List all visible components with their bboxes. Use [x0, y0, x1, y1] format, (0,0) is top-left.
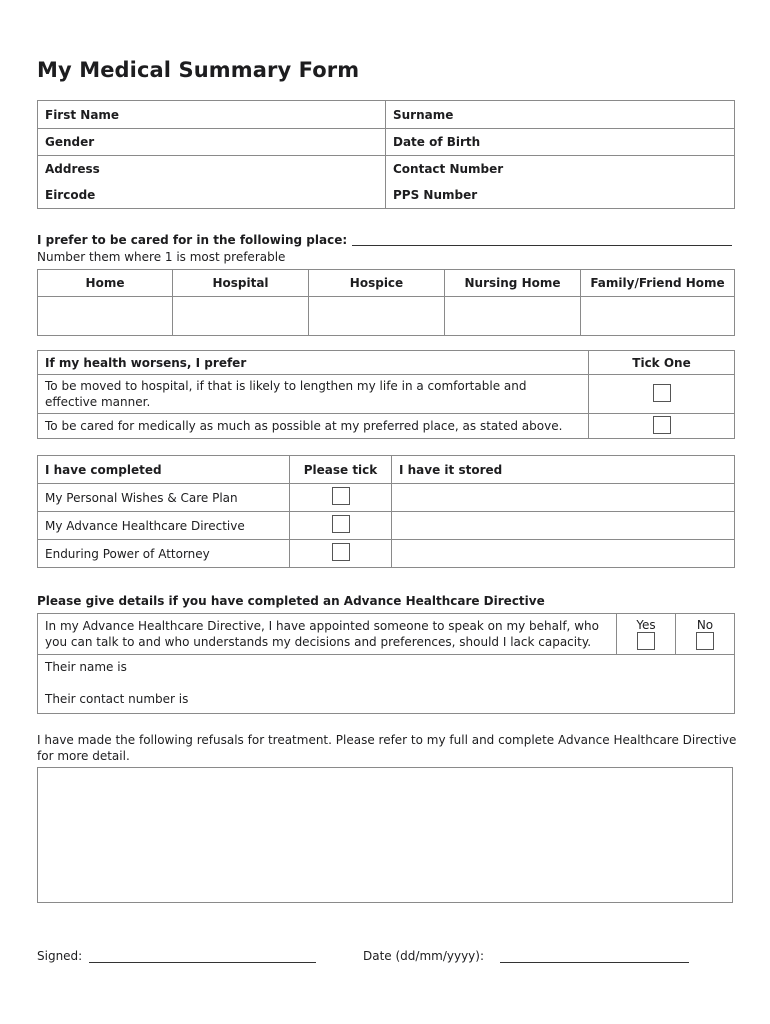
care-places-table	[37, 269, 735, 336]
worsen-header: If my health worsens, I prefer	[38, 351, 589, 375]
worsen-preferred-place-checkbox[interactable]	[653, 416, 671, 434]
gender-field[interactable]: Gender	[38, 129, 386, 156]
contact-number-field[interactable]: Contact Number	[386, 156, 735, 183]
power-of-attorney-stored-input[interactable]	[392, 540, 735, 568]
place-hospital-header: Hospital	[173, 270, 309, 297]
please-tick-header: Please tick	[290, 456, 392, 484]
ahd-details-table	[37, 613, 735, 714]
place-hospice-input[interactable]	[309, 297, 445, 336]
completed-item: My Advance Healthcare Directive	[38, 512, 290, 540]
no-label: No	[696, 618, 714, 632]
completed-documents-table	[37, 455, 735, 568]
pps-number-field[interactable]: PPS Number	[386, 182, 735, 209]
signed-label: Signed:	[37, 949, 83, 963]
place-family-friend-header: Family/Friend Home	[581, 270, 735, 297]
place-family-friend-input[interactable]	[581, 297, 735, 336]
advance-directive-stored-input[interactable]	[392, 512, 735, 540]
preference-answer-line[interactable]	[352, 245, 732, 246]
date-line[interactable]	[500, 962, 689, 963]
completed-header: I have completed	[38, 456, 290, 484]
stored-header: I have it stored	[392, 456, 735, 484]
refusals-text: I have made the following refusals for treatment. Please refer to my full and complete Advance Healthcare Directive for more detail.	[37, 733, 737, 763]
their-name-label: Their name is	[45, 660, 127, 674]
ahd-heading: Please give details if you have completed an Advance Healthcare Directive	[37, 594, 545, 608]
advance-directive-checkbox[interactable]	[332, 515, 350, 533]
personal-wishes-checkbox[interactable]	[332, 487, 350, 505]
preference-note: Number them where 1 is most preferable	[37, 250, 286, 264]
no-checkbox[interactable]	[696, 632, 714, 650]
yes-checkbox[interactable]	[637, 632, 655, 650]
power-of-attorney-checkbox[interactable]	[332, 543, 350, 561]
their-contact-label: Their contact number is	[45, 692, 189, 706]
address-field[interactable]: Address	[38, 156, 386, 183]
page-title: My Medical Summary Form	[37, 58, 360, 82]
preference-question: I prefer to be cared for in the following place:	[37, 233, 348, 247]
completed-item: Enduring Power of Attorney	[38, 540, 290, 568]
worsen-hospital-checkbox[interactable]	[653, 384, 671, 402]
representative-details[interactable]	[38, 655, 735, 714]
place-hospice-header: Hospice	[309, 270, 445, 297]
ahd-question: In my Advance Healthcare Directive, I have appointed someone to speak on my behalf, who you can talk to and who understands my decisions and preferences, should I lack capacity.	[38, 614, 617, 655]
eircode-field[interactable]: Eircode	[38, 182, 386, 209]
worsen-option-hospital: To be moved to hospital, if that is likely to lengthen my life in a comfortable and effective manner.	[38, 375, 589, 414]
place-nursing-home-input[interactable]	[445, 297, 581, 336]
place-home-header: Home	[38, 270, 173, 297]
yes-label: Yes	[636, 618, 656, 632]
worsen-option-preferred-place: To be cared for medically as much as possible at my preferred place, as stated above.	[38, 414, 589, 439]
place-hospital-input[interactable]	[173, 297, 309, 336]
place-nursing-home-header: Nursing Home	[445, 270, 581, 297]
refusals-input[interactable]	[37, 767, 733, 903]
health-worsens-table	[37, 350, 735, 439]
personal-wishes-stored-input[interactable]	[392, 484, 735, 512]
place-home-input[interactable]	[38, 297, 173, 336]
first-name-field[interactable]: First Name	[38, 101, 386, 129]
personal-details-table	[37, 100, 735, 209]
tick-one-header: Tick One	[589, 351, 735, 375]
date-label: Date (dd/mm/yyyy):	[363, 949, 485, 963]
dob-field[interactable]: Date of Birth	[386, 129, 735, 156]
signature-line[interactable]	[89, 962, 316, 963]
surname-field[interactable]: Surname	[386, 101, 735, 129]
completed-item: My Personal Wishes & Care Plan	[38, 484, 290, 512]
